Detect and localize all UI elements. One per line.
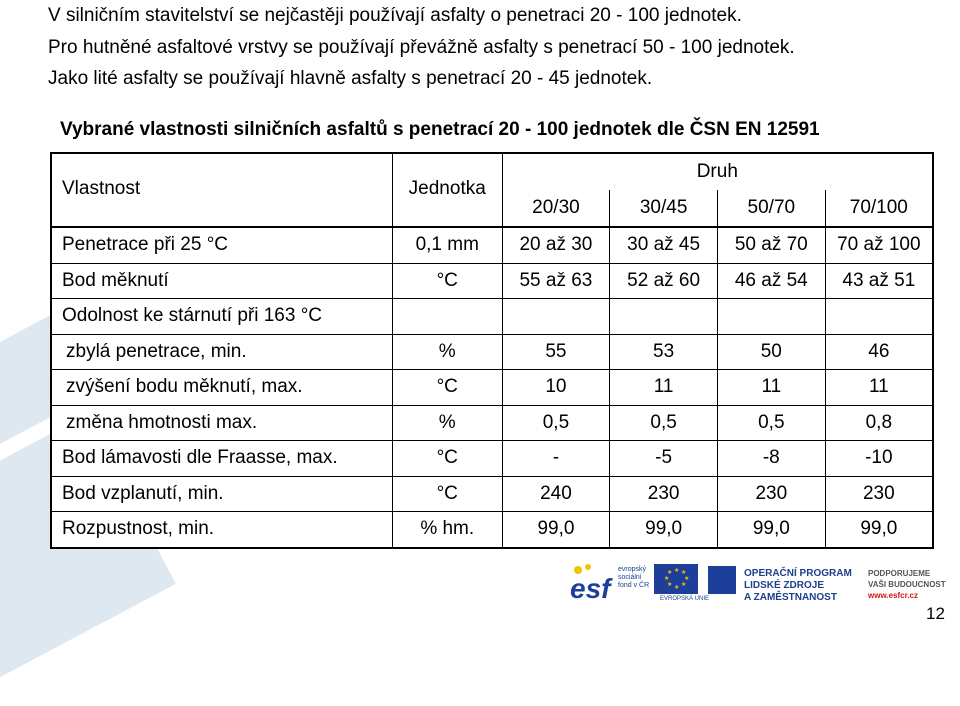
row-value: 55 <box>502 334 610 370</box>
table-row <box>51 334 933 370</box>
svg-text:★: ★ <box>681 581 687 588</box>
page-number: 12 <box>926 604 945 623</box>
table-row <box>51 512 933 548</box>
eu-flag-icon <box>654 564 698 594</box>
table-caption: Vybrané vlastnosti silničních asfaltů s penetrací 20 - 100 jednotek dle ČSN EN 12591 <box>60 119 820 140</box>
row-unit: % <box>392 405 502 441</box>
table-row <box>51 441 933 477</box>
esf-logo-icon <box>568 562 616 602</box>
row-unit: 0,1 mm <box>392 227 502 263</box>
row-value <box>825 299 933 335</box>
header-type: Druh <box>502 153 933 190</box>
row-value: -5 <box>610 441 718 477</box>
table-row <box>51 476 933 512</box>
esf-caption-line: evropský <box>618 566 647 573</box>
header-property: Vlastnost <box>51 153 392 227</box>
row-value: -8 <box>717 441 825 477</box>
table-row <box>51 263 933 299</box>
row-label: Penetrace při 25 °C <box>51 227 392 263</box>
row-unit: °C <box>392 476 502 512</box>
row-value: 11 <box>610 370 718 406</box>
row-value: 240 <box>502 476 610 512</box>
table-row <box>51 370 933 406</box>
row-label: změna hmotnosti max. <box>51 405 392 441</box>
header-grade: 30/45 <box>610 190 718 227</box>
svg-text:★: ★ <box>684 575 690 582</box>
row-value: 30 až 45 <box>610 227 718 263</box>
footer-logo-strip <box>568 562 960 610</box>
esf-caption-line: fond v ČR <box>618 582 650 589</box>
row-label: Bod měknutí <box>51 263 392 299</box>
row-unit: % hm. <box>392 512 502 548</box>
row-label: Odolnost ke stárnutí při 163 °C <box>51 299 392 335</box>
row-value: 99,0 <box>825 512 933 548</box>
row-value: 46 <box>825 334 933 370</box>
svg-text:★: ★ <box>674 567 680 574</box>
row-value: 10 <box>502 370 610 406</box>
esf-logo-text: esf <box>570 573 611 602</box>
header-unit: Jednotka <box>392 153 502 227</box>
row-value: 52 až 60 <box>610 263 718 299</box>
row-value: 50 <box>717 334 825 370</box>
esf-caption <box>618 566 649 590</box>
row-unit: °C <box>392 263 502 299</box>
row-value: - <box>502 441 610 477</box>
op-logo-icon <box>708 566 736 594</box>
row-unit: °C <box>392 441 502 477</box>
row-value: 46 až 54 <box>717 263 825 299</box>
row-value: 0,5 <box>717 405 825 441</box>
row-value: 230 <box>825 476 933 512</box>
row-value: 0,8 <box>825 405 933 441</box>
row-value: 11 <box>825 370 933 406</box>
row-value: 55 až 63 <box>502 263 610 299</box>
row-label: Rozpustnost, min. <box>51 512 392 548</box>
esf-caption-line: sociální <box>618 574 642 581</box>
svg-text:★: ★ <box>674 584 680 591</box>
table-row <box>51 405 933 441</box>
row-value: 43 až 51 <box>825 263 933 299</box>
support-line: PODPORUJEME <box>868 569 931 578</box>
support-line: VAŠI BUDOUCNOST <box>868 580 946 589</box>
intro-line: Pro hutněné asfaltové vrstvy se používají převážně asfalty s penetrací 50 - 100 jednotek. <box>48 36 795 58</box>
op-line: OPERAČNÍ PROGRAM <box>744 568 852 579</box>
row-value: 99,0 <box>610 512 718 548</box>
svg-text:★: ★ <box>667 569 673 576</box>
table-row <box>51 227 933 263</box>
op-line: A ZAMĚSTNANOST <box>744 592 837 603</box>
op-program-text <box>744 568 852 604</box>
row-label: Bod lámavosti dle Fraasse, max. <box>51 441 392 477</box>
properties-table <box>50 152 934 549</box>
row-value: 0,5 <box>610 405 718 441</box>
row-value: 99,0 <box>502 512 610 548</box>
row-value: 53 <box>610 334 718 370</box>
header-grade: 50/70 <box>717 190 825 227</box>
support-text <box>868 568 946 601</box>
row-value: 0,5 <box>502 405 610 441</box>
row-unit <box>392 299 502 335</box>
row-label: zvýšení bodu měknutí, max. <box>51 370 392 406</box>
website-link: www.esfcr.cz <box>868 591 918 600</box>
row-value: 20 až 30 <box>502 227 610 263</box>
row-unit: % <box>392 334 502 370</box>
op-line: LIDSKÉ ZDROJE <box>744 580 825 591</box>
eu-caption: EVROPSKÁ UNIE <box>660 596 710 602</box>
intro-line: Jako lité asfalty se používají hlavně asfalty s penetrací 20 - 45 jednotek. <box>48 68 653 89</box>
row-value: 50 až 70 <box>717 227 825 263</box>
svg-text:★: ★ <box>664 575 670 582</box>
row-value: 230 <box>717 476 825 512</box>
row-value <box>502 299 610 335</box>
row-value <box>610 299 718 335</box>
row-value: 230 <box>610 476 718 512</box>
row-value: 70 až 100 <box>825 227 933 263</box>
row-value: 99,0 <box>717 512 825 548</box>
row-label: zbylá penetrace, min. <box>51 334 392 370</box>
header-grade: 20/30 <box>502 190 610 227</box>
row-value: 11 <box>717 370 825 406</box>
svg-text:★: ★ <box>667 581 673 588</box>
svg-text:★: ★ <box>681 569 687 576</box>
intro-line: V silničním stavitelství se nejčastěji používají asfalty o penetraci 20 - 100 jednotek. <box>48 5 742 26</box>
row-unit: °C <box>392 370 502 406</box>
intro-text <box>48 0 795 95</box>
row-label: Bod vzplanutí, min. <box>51 476 392 512</box>
row-value <box>717 299 825 335</box>
header-grade: 70/100 <box>825 190 933 227</box>
row-value: -10 <box>825 441 933 477</box>
table-row <box>51 299 933 335</box>
